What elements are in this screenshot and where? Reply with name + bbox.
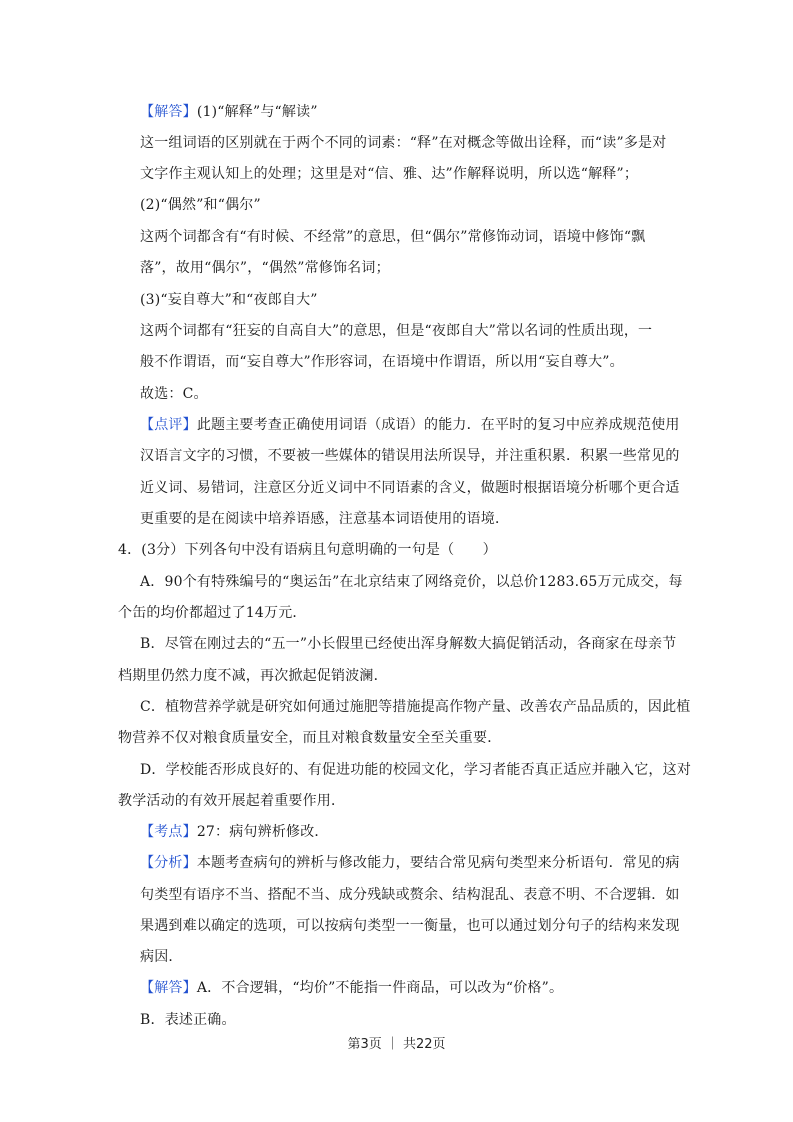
point-tag: 【考点】 (140, 824, 197, 840)
comment-heading-line (140, 415, 680, 435)
line-text: (1)“解释”与“解读” (196, 104, 318, 120)
answer-heading-line (140, 102, 318, 122)
text-line: 这两个词都有“狂妄的自高自大”的意思，但是“夜郎自大”常以名词的性质出现，一 (140, 323, 653, 339)
comment-tag: 【点评】 (140, 417, 197, 433)
text-line: (3)“妄自尊大”和“夜郎自大” (140, 292, 318, 308)
page-footer: 第3页 ｜ 共22页 (347, 1037, 446, 1052)
text-line: (2)“偶然”和“偶尔” (140, 197, 261, 213)
option-b: B．尽管在刚过去的“五一”小长假里已经使出浑身解数大搞促销活动，各商家在母亲节 (140, 636, 677, 652)
text-line: 物营养不仅对粮食质量安全，而且对粮食数量安全至关重要． (118, 730, 502, 746)
answer-tag: 【解答】 (140, 104, 197, 120)
line-text: 此题主要考查正确使用词语（成语）的能力．在平时的复习中应养成规范使用 (196, 417, 680, 433)
line-text: 27：病句辨析修改． (196, 824, 329, 840)
option-a: A．90个有特殊编号的“奥运缶”在北京结束了网络竞价，以总价1283.65万元成交，每 (140, 574, 683, 590)
line-text: A．不合逻辑，“均价”不能指一件商品，可以改为“价格”。 (196, 980, 564, 996)
analysis-tag: 【分析】 (140, 855, 197, 871)
point-heading-line (140, 822, 329, 842)
text-line: 果遇到难以确定的选项，可以按病句类型一一衡量，也可以通过划分句子的结构来发现 (140, 918, 680, 934)
answer-heading-line (140, 978, 563, 998)
text-line: 这一组词语的区别就在于两个不同的词素：“释”在对概念等做出诠释，而“读”多是对 (140, 135, 667, 151)
text-line: 更重要的是在阅读中培养语感，注意基本词语使用的语境． (140, 511, 510, 527)
text-line: 这两个词都含有“有时候、不经常”的意思，但“偶尔”常修饰动词，语境中修饰“飘 (140, 229, 646, 245)
analysis-heading-line (140, 853, 680, 873)
text-line: 个缶的均价都超过了14万元． (118, 605, 307, 621)
text-line: B．表述正确。 (140, 1012, 236, 1028)
text-line: 般不作谓语，而“妄自尊大”作形容词，在语境中作谓语，所以用“妄自尊大”。 (140, 354, 624, 370)
text-line: 档期里仍然力度不减，再次掀起促销波澜． (118, 668, 388, 684)
text-line: 句类型有语序不当、搭配不当、成分残缺或赘余、结构混乱、表意不明、不合逻辑．如 (140, 887, 680, 903)
text-line: 病因． (140, 949, 183, 965)
question-stem: 4．(3分）下列各句中没有语病且句意明确的一句是（ ） (118, 542, 497, 558)
text-line: 文字作主观认知上的处理；这里是对“信、雅、达”作解释说明，所以选“解释”； (140, 166, 639, 182)
text-line: 近义词、易错词，注意区分近义词中不同语素的含义，做题时根据语境分析哪个更合适 (140, 480, 680, 496)
option-d: D．学校能否形成良好的、有促进功能的校园文化，学习者能否真正适应并融入它，这对 (140, 762, 692, 778)
text-line: 落”，故用“偶尔”，“偶然”常修饰名词； (140, 260, 390, 276)
option-c: C．植物营养学就是研究如何通过施肥等措施提高作物产量、改善农产品品质的，因此植 (140, 699, 691, 715)
line-text: 本题考查病句的辨析与修改能力，要结合常见病句类型来分析语句．常见的病 (196, 855, 680, 871)
text-line: 教学活动的有效开展起着重要作用． (118, 793, 346, 809)
text-line: 汉语言文字的习惯，不要被一些媒体的错误用法所误导，并注重积累．积累一些常见的 (140, 448, 680, 464)
answer-tag: 【解答】 (140, 980, 197, 996)
text-line: 故选：C。 (140, 386, 208, 402)
